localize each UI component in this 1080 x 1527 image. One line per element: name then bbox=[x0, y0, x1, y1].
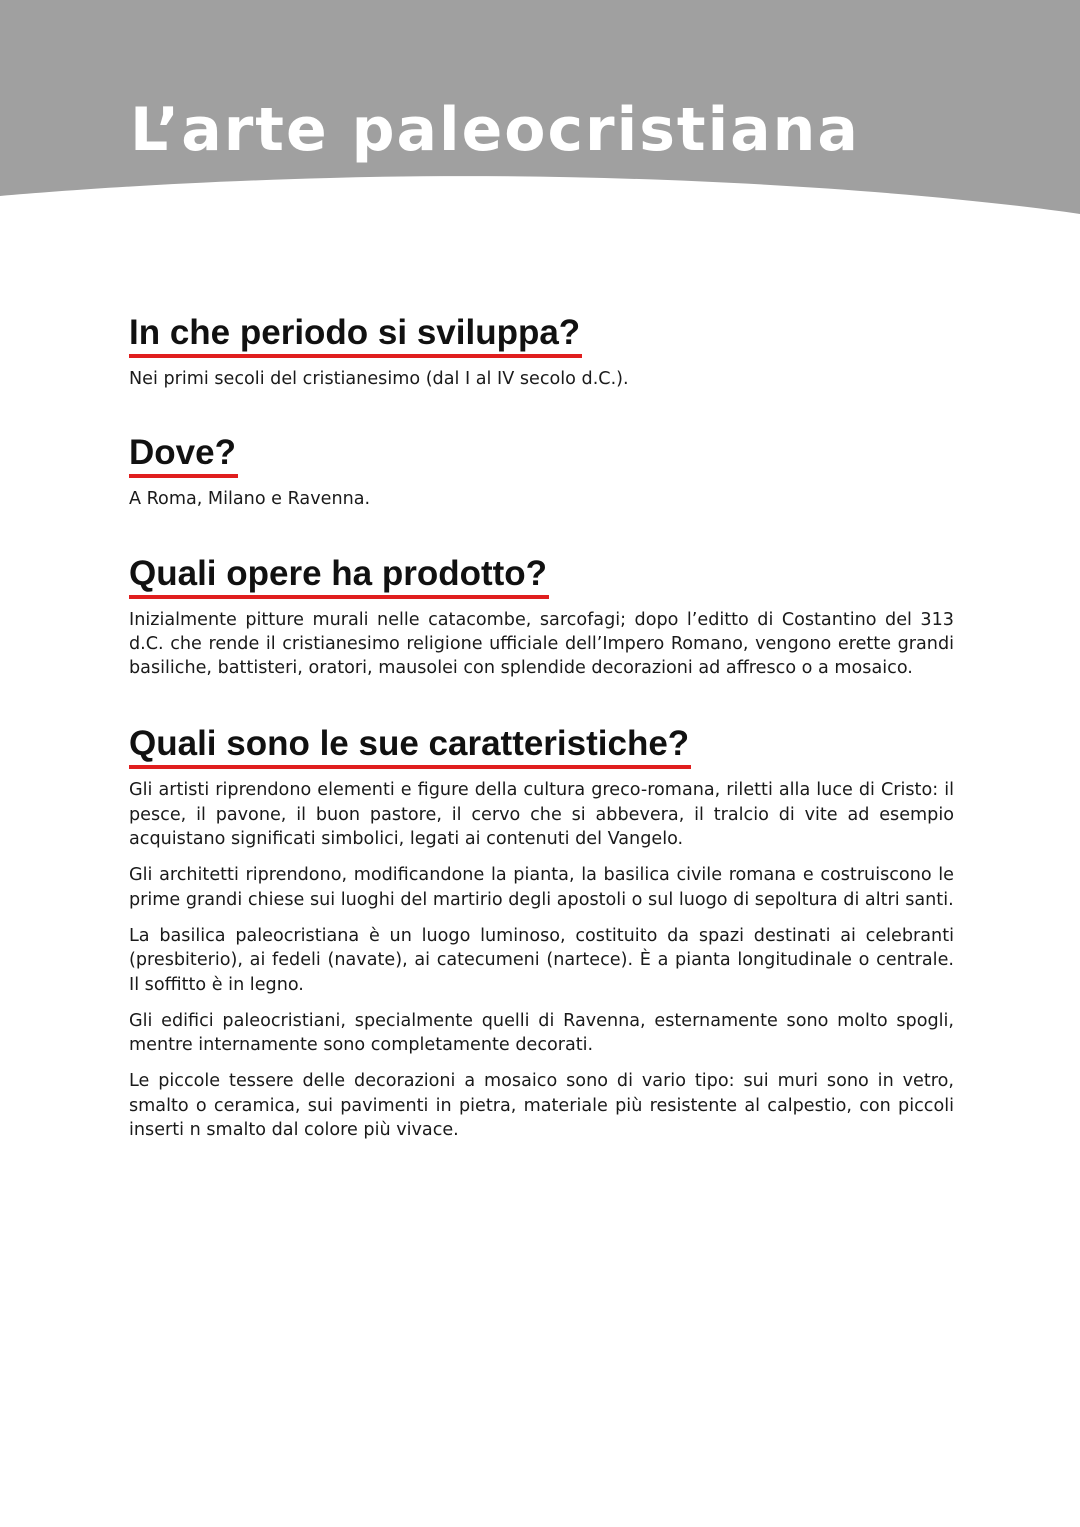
section-heading: Quali opere ha prodotto? bbox=[129, 553, 549, 599]
section-heading: Quali sono le sue caratteristiche? bbox=[129, 723, 691, 769]
section-characteristics bbox=[129, 723, 954, 1142]
paragraph: Le piccole tessere delle decorazioni a mosaico sono di vario tipo: sui muri sono in vetro, smalto o ceramica, sui pavimenti in pietra, materiale più resistente al calpestio, con piccoli inserti n smalto dal colore più vivace. bbox=[129, 1071, 954, 1141]
header-band bbox=[0, 0, 1080, 230]
section-body bbox=[129, 608, 954, 681]
document-body bbox=[129, 312, 954, 1142]
section-period bbox=[129, 312, 954, 391]
page-title: L’arte paleocristiana bbox=[130, 95, 860, 165]
section-heading: In che periodo si sviluppa? bbox=[129, 312, 582, 358]
paragraph: Gli edifici paleocristiani, specialmente quelli di Ravenna, esternamente sono molto spogli, mentre internamente sono completamente decorati. bbox=[129, 1010, 954, 1056]
paragraph: Gli artisti riprendono elementi e figure della cultura greco-romana, riletti alla luce di Cristo: il pesce, il pavone, il buon pastore, il cervo che si abbevera, il tralcio di vite ad esempio acquistano significati simbolici, legati ai contenuti del Vangelo. bbox=[129, 780, 954, 850]
paragraph: Nei primi secoli del cristianesimo (dal I al IV secolo d.C.). bbox=[129, 369, 629, 389]
section-body bbox=[129, 778, 954, 1142]
section-body bbox=[129, 367, 954, 391]
paragraph: A Roma, Milano e Ravenna. bbox=[129, 489, 371, 510]
section-where bbox=[129, 432, 954, 511]
section-works bbox=[129, 553, 954, 681]
section-body bbox=[129, 487, 954, 511]
paragraph: Inizialmente pitture murali nelle catacombe, sarcofagi; dopo l’editto di Costantino del 313 d.C. che rende il cristianesimo religione ufficiale dell’Impero Romano, vengono erette grandi basiliche, battisteri, oratori, mausolei con splendide decorazioni ad affresco o a mosaico. bbox=[129, 609, 954, 679]
paragraph: Gli architetti riprendono, modificandone la pianta, la basilica civile romana e costruiscono le prime grandi chiese sui luoghi del martirio degli apostoli o sul luogo di sepoltura di altri santi. bbox=[129, 865, 954, 910]
paragraph: La basilica paleocristiana è un luogo luminoso, costituito da spazi destinati ai celebranti (presbiterio), ai fedeli (navate), ai catecumeni (nartece). È a pianta longitudinale o centrale. Il soffitto è in legno. bbox=[129, 925, 954, 995]
section-heading: Dove? bbox=[129, 432, 238, 478]
